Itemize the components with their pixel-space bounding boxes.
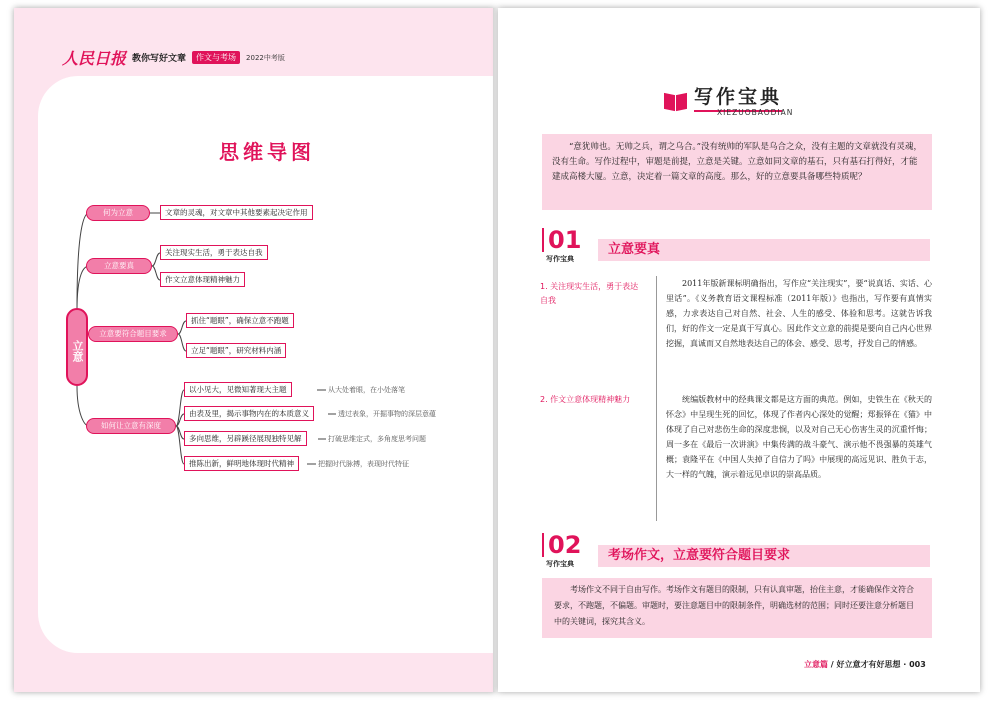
brand-logo: 人民日报	[62, 49, 127, 68]
branch-4-note-3: 打破思维定式，多角度思考问题	[328, 435, 426, 443]
mindmap-title: 思维导图	[219, 140, 315, 164]
branch-4-child-4: 推陈出新，鲜明地体现时代精神	[184, 456, 299, 471]
left-page	[14, 8, 495, 692]
intro-box: “意犹帅也。无帅之兵，谓之乌合。”没有统帅的军队是乌合之众，没有主题的文章就没有灵魂，没有生命。写作过程中，审题是前提，立意是关键。立意如同文章的基石，只有基石打得好，才能建成高楼大厦。立意，决定着一篇文章的高度。那么，好的立意要具备哪些特质呢？	[542, 134, 932, 210]
branch-4-child-3: 多向思维，另辟蹊径展现独特见解	[184, 431, 307, 446]
branch-what-is-theme: 何为立意	[86, 205, 150, 221]
item-2-label: 2. 作文立意体现精神魅力	[540, 395, 631, 404]
section-title: 写作宝典	[694, 82, 782, 112]
item-1-label: 1. 关注现实生活，勇于表达自我	[540, 282, 639, 305]
section-01-num: 01	[542, 228, 581, 252]
branch-4-note-2: 透过表象，开掘事物的深层意蕴	[338, 410, 436, 418]
brand-year: 2022中考版	[246, 53, 285, 62]
branch-theme-depth: 如何让立意有深度	[86, 418, 176, 434]
branch-3-child-2: 立足“题眼”，研究材料内涵	[186, 343, 286, 358]
branch-4-note-4: 把握时代脉搏，表现时代特征	[318, 460, 409, 468]
branch-2-child-1: 关注现实生活，勇于表达自我	[160, 245, 268, 260]
section-02-num: 02	[542, 533, 581, 557]
item-1-text: 2011年版新课标明确指出，写作应“关注现实”，要“说真话、实话、心里话”。《义务教育语文课程标准（2011年版）》也指出，写作要有真情实感，力求表达自己对自然、社会、人生的感受、体验和思考。这就告诉我们，好的作文一定是真于写真心。因此作文立意的前提是要向自己内心世界挖掘，真诚而又自然地表达自己的体会、感受、思考，抒发自己的情感。	[666, 279, 932, 348]
brand-slogan: 教你写好文章	[132, 54, 187, 64]
mindmap-root: 立意	[66, 308, 88, 386]
section-pinyin: XIEZUOBAODIAN	[717, 108, 794, 117]
column-divider	[656, 276, 657, 521]
branch-1-child-1: 文章的灵魂，对文章中其他要素起决定作用	[160, 205, 313, 220]
section-02-number	[542, 533, 581, 569]
item-2-text: 统编版教材中的经典课文都是这方面的典范。例如，史铁生在《秋天的怀念》中呈现生死的回忆，体现了作者内心深处的觉醒；郑振铎在《猫》中体现了自己对悲伤生命的深度悲悯，以及对自己无心伤害生灵的沉重忏悔；周一多在《最后一次讲演》中集传满的战斗豪气、演示他不畏强暴的英雄气概；袁隆平在《中国人失掉了自信力了吗》中展现的高远见识、胜负于志，大一样的气魄，演示着远见卓识的崇高品质。	[666, 395, 932, 479]
section-01-number	[542, 228, 581, 264]
branch-theme-genuine: 立意要真	[86, 258, 152, 274]
section-01-heading: 立意要真	[594, 239, 930, 261]
page-number: 003	[909, 660, 926, 669]
footer-section: 立意篇	[804, 660, 828, 669]
branch-4-child-1: 以小见大，见微知著现大主题	[184, 382, 292, 397]
section-02-num-label: 写作宝典	[546, 560, 574, 568]
brand-tag: 作文与考场	[192, 51, 240, 64]
branch-4-child-2: 由表及里，揭示事物内在的本质意义	[184, 406, 314, 421]
footer-subtitle: 好立意才有好思想	[836, 660, 901, 669]
branch-3-child-1: 抓住“题眼”，确保立意不跑题	[186, 313, 294, 328]
branch-2-child-2: 作文立意体现精神魅力	[160, 272, 245, 287]
open-book-icon	[664, 90, 688, 112]
page-footer: 立意篇 / 好立意才有好思想 · 003	[804, 660, 926, 669]
section-01-num-label: 写作宝典	[546, 255, 574, 263]
branch-4-note-1: 从大处着眼，在小处落笔	[328, 386, 405, 394]
footer-separator: /	[828, 660, 837, 669]
section-02-text: 考场作文不同于自由写作。考场作文有题目的限制，只有认真审题，抬住主意，才能确保作文符合要求，不跑题，不偏题。审题时，要注意题目中的限制条件，明确选材的范围；同时还要注意分析题目中的关键词，探究其含义。	[542, 578, 932, 638]
right-page	[498, 8, 980, 692]
branch-theme-fit-prompt: 立意要符合题目要求	[88, 326, 178, 342]
section-02-heading: 考场作文，立意要符合题目要求	[594, 545, 930, 567]
